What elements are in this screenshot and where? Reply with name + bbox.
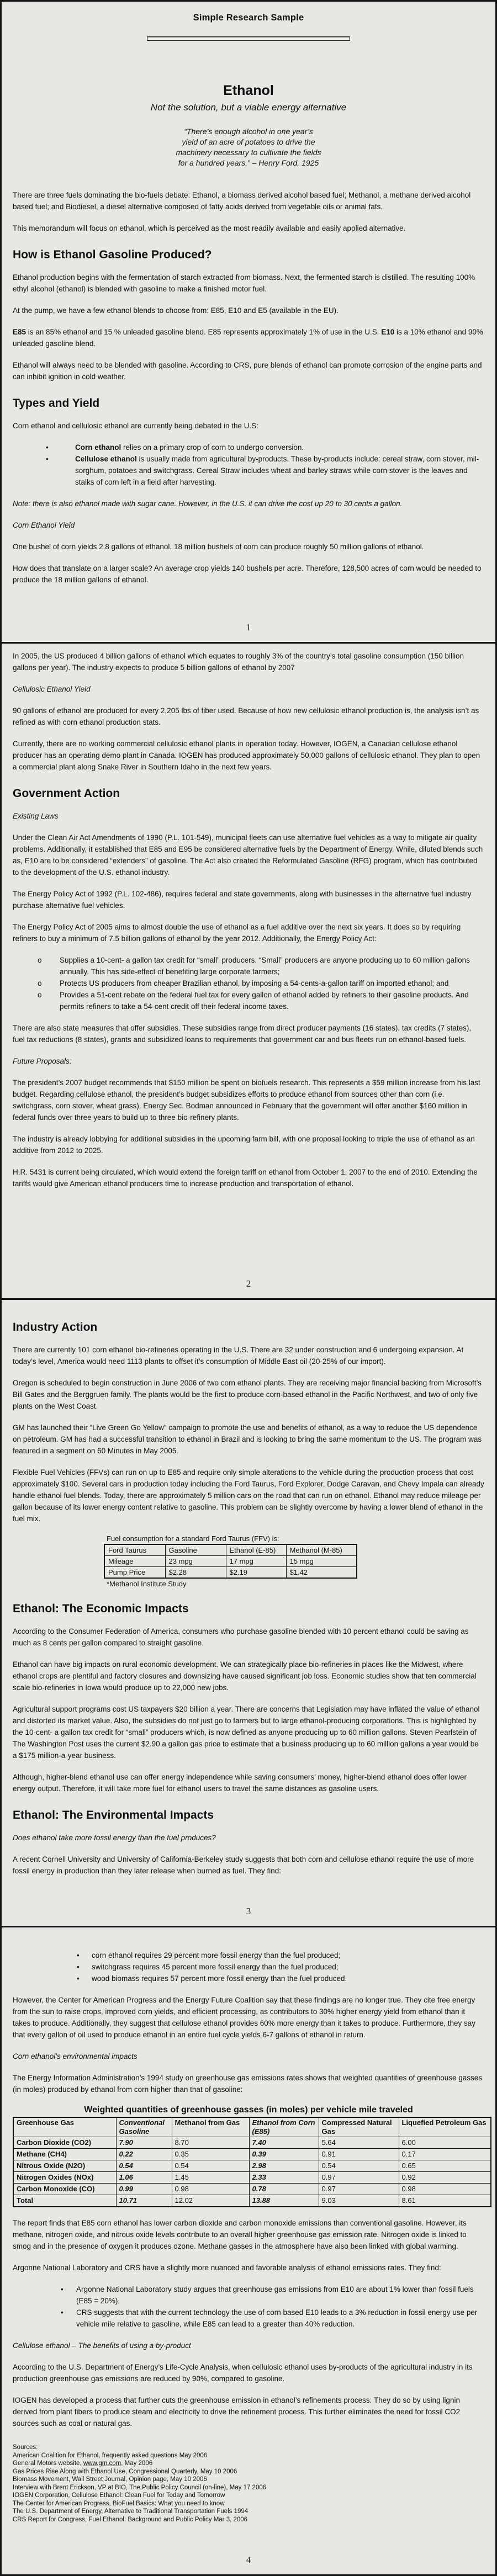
text-run: Protects US producers from cheaper Brazilian ethanol, by imposing a 54-cents-a-gallon tariff on imported ethanol; and <box>60 979 449 987</box>
text-run: Flexible Fuel Vehicles (FFVs) can run on up to E85 and require only simple alterations to the vehicle during the production process that cost approximately $100. Several cars in production today including the Ford Taurus, Ford Explorer, Dodge Caravan, and Chevy Impala can already handle ethanol fuel blends. Today, there are approximately 5 million cars on the road that can run on ethanol. Ethanol may reduce mileage per gallon because of its lower energy content relative to gasoline. This problem can be slightly overcome by having a lower blend of ethanol in the fuel mix. <box>13 1468 484 1523</box>
text-run: The industry is already lobbying for additional subsidies in the upcoming farm bill, with one proposal looking to triple the use of ethanol as an additive from 2012 to 2025. <box>13 1135 475 1155</box>
paragraph <box>13 305 484 316</box>
text-run: Corn ethanol <box>75 443 121 452</box>
paragraph <box>13 738 484 773</box>
column-header: Ford Taurus <box>104 1544 165 1556</box>
table-cell: 0.97 <box>319 2184 399 2195</box>
text-run: The U.S. Department of Energy, Alternative to Traditional Transportation Fuels 1994 <box>13 2508 248 2515</box>
text-run: switchgrass requires 45 percent more fossil energy than the fuel produced; <box>92 1963 339 1971</box>
column-header: Methanol (M-85) <box>286 1544 357 1556</box>
paragraph <box>13 888 484 911</box>
text-run: Existing Laws <box>13 812 59 820</box>
bullet-item <box>13 1950 484 1961</box>
source-item <box>13 2500 484 2508</box>
bullet-text <box>92 1974 347 1983</box>
table-row <box>104 1556 357 1567</box>
text-run: Ethanol will always need to be blended with gasoline. According to CRS, pure blends of ethanol can promote corrosion of the engine parts and can inhibit ignition in cold weather. <box>13 361 482 381</box>
table-row <box>13 2160 491 2172</box>
column-header: Compressed Natural Gas <box>319 2117 399 2137</box>
paragraph <box>13 1055 484 1067</box>
source-item <box>13 2516 484 2524</box>
paragraph <box>13 1022 484 1045</box>
table-cell: Pump Price <box>104 1567 165 1579</box>
table-cell: 0.54 <box>319 2160 399 2172</box>
text-run: The report finds that E85 corn ethanol has lower carbon dioxide and carbon monoxide emissions than conventional gasoline. However, its methane, nitrogen oxide, and nitrous oxide levels contribute to an overall higher greenhouse gas emission rate. Nitrogen oxide is linked to smog and in the presence of oxygen it produces ozone. Methane gasses in the atmosphere have also been linked with global warming. <box>13 2219 467 2250</box>
text-run: Interview with Brent Erickson, VP at BIO, The Public Policy Council (on-line), May 17 2006 <box>13 2484 267 2491</box>
text-run: The Center for American Progress, BioFuel Basics: What you need to know <box>13 2500 225 2507</box>
bullet-marker: • <box>77 1951 80 1959</box>
fuel-table <box>104 1544 357 1579</box>
paragraph <box>13 2262 484 2274</box>
column-header: Conventional Gasoline <box>116 2117 172 2137</box>
bullet-item <box>13 978 484 989</box>
table-cell: Total <box>13 2195 116 2207</box>
text-run: Provides a 51-cent rebate on the federal fuel tax for every gallon of ethanol added by refiners to their gasoline products. And permits refiners to take a 54-cent credit off their federal income taxes. <box>60 991 469 1011</box>
paragraph <box>13 562 484 586</box>
sources-section <box>13 2444 484 2524</box>
text-run: Under the Clean Air Act Amendments of 1990 (P.L. 101-549), municipal fleets can use alternative fuel vehicles as a way to mitigate air quality problems. Additionally, it established that E85 and E95 be considered alternative fuels by the Department of Energy. While, diluted blends such as, E10 are to be considered “extenders” of gasoline. The Act also created the Reformulated Gasoline (RFG) program, which has contributed to the development of the U.S. ethanol industry. <box>13 833 483 877</box>
bullet-list <box>13 2283 484 2330</box>
table-cell: 0.35 <box>172 2149 249 2160</box>
text-run: There are three fuels dominating the bio-fuels debate: Ethanol, a biomass derived alcohol based fuel; Methanol, a methane derived alcohol based fuel; and Biodiesel, a diesel alternative composed of fatty acids derived from vegetable oils or animal fats. <box>13 191 471 211</box>
column-header: Liquefied Petroleum Gas <box>399 2117 491 2137</box>
gm-website-link[interactable]: www.gm.com <box>83 2460 121 2467</box>
text-run: E10 <box>381 328 395 336</box>
text-run: corn ethanol requires 29 percent more fossil energy than the fuel produced; <box>92 1951 341 1959</box>
text-run: , May 2006 <box>121 2460 153 2467</box>
column-header: Ethanol (E-85) <box>226 1544 286 1556</box>
ghg-table <box>13 2117 491 2207</box>
text-run: E85 <box>13 328 27 336</box>
paragraph <box>13 1344 484 1367</box>
table-cell: 7.90 <box>116 2137 172 2149</box>
page-4 <box>0 1926 497 2576</box>
bullet-item <box>13 1961 484 1973</box>
bullet-marker: o <box>38 956 42 964</box>
source-item <box>13 2468 484 2476</box>
text-run: Cellulose ethanol – The benefits of using a by-product <box>13 2341 191 2350</box>
paragraph <box>13 650 484 673</box>
source-item <box>13 2484 484 2492</box>
text-run: CRS suggests that with the current technology the use of corn based E10 leads to a 3% reduction in fossil energy use per vehicle mile relative to gasoline, while E85 can lead to a greater than 40% reduction. <box>76 2308 478 2328</box>
source-item <box>13 2460 484 2468</box>
table-cell: 0.98 <box>172 2184 249 2195</box>
bullet-text <box>76 2308 477 2328</box>
table-cell: 13.88 <box>249 2195 319 2207</box>
text-run: is a 10% ethanol and 90% unleaded gasoline blend. <box>13 328 483 348</box>
paragraph <box>13 189 484 213</box>
paragraph <box>13 832 484 878</box>
paragraph <box>13 222 484 234</box>
paragraph <box>13 2217 484 2252</box>
table-cell: 0.22 <box>116 2149 172 2160</box>
table-row <box>13 2149 491 2160</box>
table-cell: 10.71 <box>116 2195 172 2207</box>
quote-line: yield of an acre of potatoes to drive the <box>182 137 315 146</box>
bullet-item <box>13 2283 484 2307</box>
table-row <box>104 1567 357 1579</box>
text-run: wood biomass requires 57 percent more fossil energy than the fuel produced. <box>92 1974 347 1983</box>
paragraph <box>13 1422 484 1457</box>
table-cell: 8.70 <box>172 2137 249 2149</box>
table-cell: 15 mpg <box>286 1556 357 1567</box>
text-run: Corn ethanol’s environmental impacts <box>13 2052 138 2060</box>
page-number: 4 <box>246 2554 251 2565</box>
paragraph <box>13 1832 484 1844</box>
table-cell: 0.39 <box>249 2149 319 2160</box>
table-cell: $2.28 <box>165 1567 226 1579</box>
table-cell: $2.19 <box>226 1567 286 1579</box>
bullet-item <box>13 954 484 978</box>
text-run: Gas Prices Rise Along with Ethanol Use, Congressional Quarterly, May 10 2006 <box>13 2468 237 2475</box>
text-run: H.R. 5431 is current being circulated, which would extend the foreign tariff on ethanol from October 1, 2007 to the end of 2010. Extending the tariffs would give American ethanol producers time to increase production and transportation of ethanol. <box>13 1168 478 1188</box>
paragraph <box>13 541 484 553</box>
table-cell: $1.42 <box>286 1567 357 1579</box>
bullet-marker: • <box>61 2308 64 2317</box>
paragraph <box>13 1077 484 1123</box>
bullet-item <box>13 2307 484 2330</box>
source-item <box>13 2476 484 2484</box>
text-run: Ethanol can have big impacts on rural economic development. We can strategically place bio-refineries in places like the Midwest, where ethanol crops are plentiful and factory closures and downsizing have caused significant job loss. Economic studies show that ten commercial scale bio-refineries in Iowa would produce up to 22,000 new jobs. <box>13 1660 477 1692</box>
table-note: *Methanol Institute Study <box>107 1580 187 1588</box>
text-run: A recent Cornell University and University of California-Berkeley study suggests that both corn and cellulose ethanol require the use of more fossil energy in production than they later release when burned as fuel. They find: <box>13 1855 474 1875</box>
bullet-item <box>13 453 484 488</box>
text-run: The president’s 2007 budget recommends that $150 million be spent on biofuels research. This represents a $59 million increase from his last budget. Regarding cellulose ethanol, the president’s budget subsidizes efforts to produce ethanol from sources other than corn (i.e. switchgrass, corn stover, wheat grass). Energy Sec. Bodman announced in February that the government will offer another $160 million in federal funds over three years to build up to three bio-refinery plants. <box>13 1079 480 1122</box>
text-run: relies on a primary crop of corn to undergo conversion. <box>121 443 304 452</box>
table-cell: 0.99 <box>116 2184 172 2195</box>
paragraph <box>13 1626 484 1649</box>
table-cell: 9.03 <box>319 2195 399 2207</box>
section-heading: Ethanol: The Economic Impacts <box>13 1602 189 1615</box>
bullet-text <box>60 956 470 976</box>
table-cell: 23 mpg <box>165 1556 226 1567</box>
quote-line: “There’s enough alcohol in one year’s <box>184 127 313 136</box>
table-cell: 0.54 <box>172 2160 249 2172</box>
paragraph <box>13 359 484 383</box>
bullet-text <box>75 455 479 486</box>
text-run: How does that translate on a larger scale? An average crop yields 140 bushels per acre. Therefore, 128,500 acres of corn would be needed to produce the 18 million gallons of ethanol. <box>13 564 482 584</box>
table-cell: 0.78 <box>249 2184 319 2195</box>
text-run: Biomass Movement, Wall Street Journal, Opinion page, May 10 2006 <box>13 2476 207 2483</box>
paragraph <box>13 1467 484 1525</box>
paragraph <box>13 2394 484 2429</box>
page-3 <box>0 1298 497 1927</box>
table-cell: 2.33 <box>249 2172 319 2184</box>
text-run: One bushel of corn yields 2.8 gallons of ethanol. 18 million bushels of corn can produce roughly 50 million gallons of ethanol. <box>13 543 424 551</box>
text-run: CRS Report for Congress, Fuel Ethanol: Background and Public Policy Mar 3, 2006 <box>13 2516 248 2523</box>
table-cell: 0.54 <box>116 2160 172 2172</box>
paragraph <box>13 705 484 728</box>
paragraph <box>13 2051 484 2062</box>
bullet-marker: o <box>38 991 42 999</box>
section-heading: Ethanol: The Environmental Impacts <box>13 1809 214 1821</box>
text-run: Argonne National Laboratory study argues that greenhouse gas emissions from E10 are about 1% lower than fossil fuels (E85 = 20%). <box>76 2285 474 2305</box>
text-run: Although, higher-blend ethanol use can offer energy independence while saving consumers’ money, higher-blend ethanol does offer lower energy output. Therefore, it will take more fuel for ethanol users to travel the same distances as gasoline users. <box>13 1773 467 1793</box>
bullet-text <box>60 979 448 987</box>
text-run: The Energy Policy Act of 1992 (P.L. 102-486), requires federal and state governments, along with businesses in the alternative fuel industry purchase alternative fuel vehicles. <box>13 890 472 910</box>
text-run: 90 gallons of ethanol are produced for every 2,205 lbs of fiber used. Because of how new cellulosic ethanol production is, the analysis isn’t as refined as with corn ethanol production stats. <box>13 707 479 726</box>
fuel-table-caption: Fuel consumption for a standard Ford Taurus (FFV) is: <box>107 1534 279 1543</box>
text-run: General Motors website, <box>13 2460 83 2467</box>
paragraph <box>13 1853 484 1877</box>
paragraph <box>13 1994 484 2041</box>
paragraph <box>13 683 484 695</box>
paragraph <box>13 326 484 349</box>
section-heading: How is Ethanol Gasoline Produced? <box>13 248 212 261</box>
paragraph <box>13 2072 484 2095</box>
table-cell: 0.92 <box>399 2172 491 2184</box>
fuel-table-section <box>13 1534 484 1588</box>
paragraph <box>13 810 484 822</box>
page-number: 3 <box>246 1906 251 1916</box>
text-run: Ethanol production begins with the fermentation of starch extracted from biomass. Next, the fermented starch is distilled. The resulting 100% ethyl alcohol (ethanol) is blended with gasoline to make a finished motor fuel. <box>13 273 475 293</box>
text-run: Does ethanol take more fossil energy than the fuel produces? <box>13 1834 216 1842</box>
text-run: IOGEN has developed a process that further cuts the greenhouse emission in ethanol’s refinements process. They do so by using lignin derived from plant fibers to produce steam and electricity to drive the refinement process. This further eliminates the need for fossil CO2 sources such as coal or natural gas. <box>13 2396 461 2428</box>
text-run: IOGEN Corporation, Cellulose Ethanol: Clean Fuel for Today and Tomorrow <box>13 2492 225 2499</box>
text-run: Corn ethanol and cellulosic ethanol are currently being debated in the U.S: <box>13 422 259 430</box>
paragraph <box>13 1703 484 1761</box>
page-number: 1 <box>246 622 251 633</box>
bullet-item <box>13 1973 484 1984</box>
bullet-item <box>13 989 484 1012</box>
table-cell: Nitrogen Oxides (NOx) <box>13 2172 116 2184</box>
paragraph <box>13 1377 484 1412</box>
table-cell: 0.65 <box>399 2160 491 2172</box>
doc-subtitle: Not the solution, but a viable energy alternative <box>150 102 347 113</box>
table-cell: 12.02 <box>172 2195 249 2207</box>
text-run: Corn Ethanol Yield <box>13 521 75 529</box>
table-cell: 1.06 <box>116 2172 172 2184</box>
header-divider <box>147 36 350 41</box>
page-number: 2 <box>246 1278 251 1289</box>
quote-line: machinery necessary to cultivate the fields <box>176 148 321 157</box>
table-cell: 1.45 <box>172 2172 249 2184</box>
table-cell: Mileage <box>104 1556 165 1567</box>
text-run: is an 85% ethanol and 15 % unleaded gasoline blend. E85 represents approximately 1% of use in the U.S. <box>26 328 382 336</box>
text-run: Agricultural support programs cost US taxpayers $20 billion a year. There are concerns that Legislation may have inflated the value of ethanol and distorted its market value. Also, the subsidies do not just go to farmers but to large ethanol-producing corporations. This is highlighted by the 10-cent- a gallon tax credit for “small” producers which, is now defined as anyone producing up to 60 million gallons. Steven Pearlstein of The Washington Post uses the current $2.90 a gallon gas price to estimate that a business producing up to 60 million gallons a year would be a $175 million-a-year business. <box>13 1705 480 1760</box>
table-cell: 6.00 <box>399 2137 491 2149</box>
table-cell: 7.40 <box>249 2137 319 2149</box>
table-row <box>13 2195 491 2207</box>
column-header: Ethanol from Corn (E85) <box>249 2117 319 2137</box>
text-run: Oregon is scheduled to begin construction in June 2006 of two corn ethanol plants. They are receiving major financial backing from Microsoft’s Bill Gates and the Berggruen family. The plants would be the first to produce corn-based ethanol in the Pacific Northwest, and two of only five plants on the West Coast. <box>13 1379 482 1410</box>
column-header: Gasoline <box>165 1544 226 1556</box>
bullet-list <box>13 1950 484 1984</box>
text-run: GM has launched their “Live Green Go Yellow” campaign to promote the use and benefits of ethanol, as a way to reduce the US dependence on petroleum. GM has had a successful transition to ethanol in Brazil and is looking to bring the same momentum to the US. The program was featured in a segment on 60 Minutes in May 2005. <box>13 1424 482 1455</box>
bullet-marker: • <box>46 455 49 463</box>
table-cell: Carbon Dioxide (CO2) <box>13 2137 116 2149</box>
text-run: In 2005, the US produced 4 billion gallons of ethanol which equates to roughly 3% of the country’s total gasoline consumption (150 billion gallons per year). The industry expects to produce 5 billion gallons of ethanol by 2007 <box>13 652 464 672</box>
table-cell: 8.61 <box>399 2195 491 2207</box>
bullet-marker: • <box>61 2285 64 2293</box>
bullet-list <box>13 442 484 488</box>
table-cell: Nitrous Oxide (N2O) <box>13 2160 116 2172</box>
text-run: There are currently 101 corn ethanol bio-refineries operating in the U.S. There are 32 under construction and 6 undergoing expansion. At today’s level, America would need 1113 plants to offset it’s consumption of Middle East oil (20-25% of our import). <box>13 1346 464 1366</box>
paragraph <box>13 1166 484 1189</box>
text-run: According to the Consumer Federation of America, consumers who purchase gasoline blended with 10 percent ethanol could be saving as much as 8 cents per gallon compared to straight gasoline. <box>13 1627 469 1647</box>
table-cell: Carbon Monoxide (CO) <box>13 2184 116 2195</box>
text-run: There are also state measures that offer subsidies. These subsidies range from direct producer payments (16 states), tax credits (7 states), fuel tax reductions (8 states), grants and subsidized loans to requirements that government car and bus fleets run on ethanol-based fuels. <box>13 1024 472 1044</box>
bullet-text <box>60 991 469 1011</box>
bullet-marker: • <box>77 1963 80 1971</box>
text-run: However, the Center for American Progress and the Energy Future Coalition say that these findings are no longer true. They cite free energy from the sun to raise crops, improved corn yields, and efficient processing, as contributors to 30% higher energy yield from ethanol than it takes to produce. Additionally, they suggest that cellulose ethanol provides 60% more energy than it takes to produce. Furthermore, they say that every gallon of oil used to produce ethanol in an entire fuel cycle yields 6-7 gallons of ethanol in return. <box>13 1996 475 2039</box>
bullet-list <box>13 954 484 1012</box>
page-2 <box>0 642 497 1300</box>
table-row <box>13 2172 491 2184</box>
paragraph <box>13 1659 484 1693</box>
page-1 <box>0 0 497 644</box>
column-header: Greenhouse Gas <box>13 2117 116 2137</box>
paragraph <box>13 498 484 509</box>
table-cell: 0.98 <box>399 2184 491 2195</box>
table-row <box>13 2137 491 2149</box>
bullet-item <box>13 442 484 453</box>
text-run: Argonne National Laboratory and CRS have a slightly more nuanced and favorable analysis of ethanol emissions rates. They find: <box>13 2264 441 2272</box>
paragraph <box>13 1771 484 1794</box>
text-run: Future Proposals: <box>13 1057 72 1065</box>
bullet-marker: o <box>38 979 42 987</box>
document-header: Simple Research Sample <box>193 13 304 23</box>
table-cell: 5.64 <box>319 2137 399 2149</box>
ghg-table-title: Weighted quantities of greenhouse gasses (in moles) per vehicle mile traveled <box>84 2105 413 2115</box>
text-run: According to the U.S. Department of Energy’s Life-Cycle Analysis, when cellulosic ethanol uses by-products of the agricultural industry in its production greenhouse gas emissions are reduced by 90%, compared to gasoline. <box>13 2363 473 2383</box>
text-run: American Coalition for Ethanol, frequently asked questions May 2006 <box>13 2452 208 2459</box>
paragraph <box>13 519 484 531</box>
text-run: The Energy Policy Act of 2005 aims to almost double the use of ethanol as a fuel additive over the next six years. It does so by requiring refiners to buy a minimum of 7.5 billion gallons of ethanol by the year 2012. Additionally, the Energy Policy Act: <box>13 923 461 943</box>
text-run: At the pump, we have a few ethanol blends to choose from: E85, E10 and E5 (available in the EU). <box>13 306 339 315</box>
text-run: The Energy Information Administration’s 1994 study on greenhouse gas emissions rates shows that weighted quantities of greenhouse gasses (in moles) produced by ethanol from corn higher than that of gasoline: <box>13 2074 483 2094</box>
table-cell: 2.98 <box>249 2160 319 2172</box>
source-item <box>13 2508 484 2516</box>
bullet-marker: • <box>46 443 49 452</box>
paragraph <box>13 272 484 295</box>
paragraph <box>13 420 484 432</box>
text-run: Currently, there are no working commercial cellulosic ethanol plants in operation today. However, IOGEN, a Canadian cellulose ethanol producer has an operating demo plant in Canada. IOGEN has produced approximately 50,000 gallons of cellulosic ethanol. They plan to open a commercial plant along Snake River in Southern Idaho in the next few years. <box>13 740 480 771</box>
paragraph <box>13 2340 484 2351</box>
paragraph <box>13 921 484 944</box>
text-run: is usually made from agricultural by-products. These by-products include: cereal straw, corn stover, mil-sorghum, potatoes and switchgrass. Cereal Straw includes wheat and barley straws while corn stover is the leaves and stalks of corn left in a field after harvesting. <box>75 455 479 486</box>
text-run: Cellulosic Ethanol Yield <box>13 685 91 693</box>
table-cell: Methane (CH4) <box>13 2149 116 2160</box>
table-cell: 17 mpg <box>226 1556 286 1567</box>
sources-label: Sources: <box>13 2444 38 2451</box>
text-run: Note: there is also ethanol made with sugar cane. However, in the U.S. it can drive the cost up 20 to 30 cents a gallon. <box>13 500 403 508</box>
paragraph <box>13 1133 484 1156</box>
section-heading: Industry Action <box>13 1321 98 1334</box>
source-item <box>13 2492 484 2500</box>
bullet-text <box>75 443 304 452</box>
table-cell: 0.17 <box>399 2149 491 2160</box>
paragraph <box>13 2361 484 2384</box>
table-cell: 0.97 <box>319 2172 399 2184</box>
bullet-text <box>92 1963 339 1971</box>
text-run: Cellulose ethanol <box>75 455 137 463</box>
text-run: Supplies a 10-cent- a gallon tax credit for “small” producers. “Small” producers are anyone producing up to 60 million gallons annually. This has side-effect of benefiting large corporate farmers; <box>60 956 470 976</box>
bullet-marker: • <box>77 1974 80 1983</box>
section-heading: Types and Yield <box>13 397 100 410</box>
bullet-text <box>76 2285 474 2305</box>
section-heading: Government Action <box>13 787 120 800</box>
source-item <box>13 2452 484 2460</box>
page-title: Ethanol <box>223 83 274 98</box>
table-row <box>13 2184 491 2195</box>
text-run: This memorandum will focus on ethanol, which is perceived as the most readily available and easily applied alternative. <box>13 224 406 232</box>
column-header: Methanol from Gas <box>172 2117 249 2137</box>
bullet-text <box>92 1951 340 1959</box>
quote-line: for a hundred years.” – Henry Ford, 1925 <box>178 158 319 167</box>
doc-quote <box>13 126 484 168</box>
table-cell: 0.91 <box>319 2149 399 2160</box>
